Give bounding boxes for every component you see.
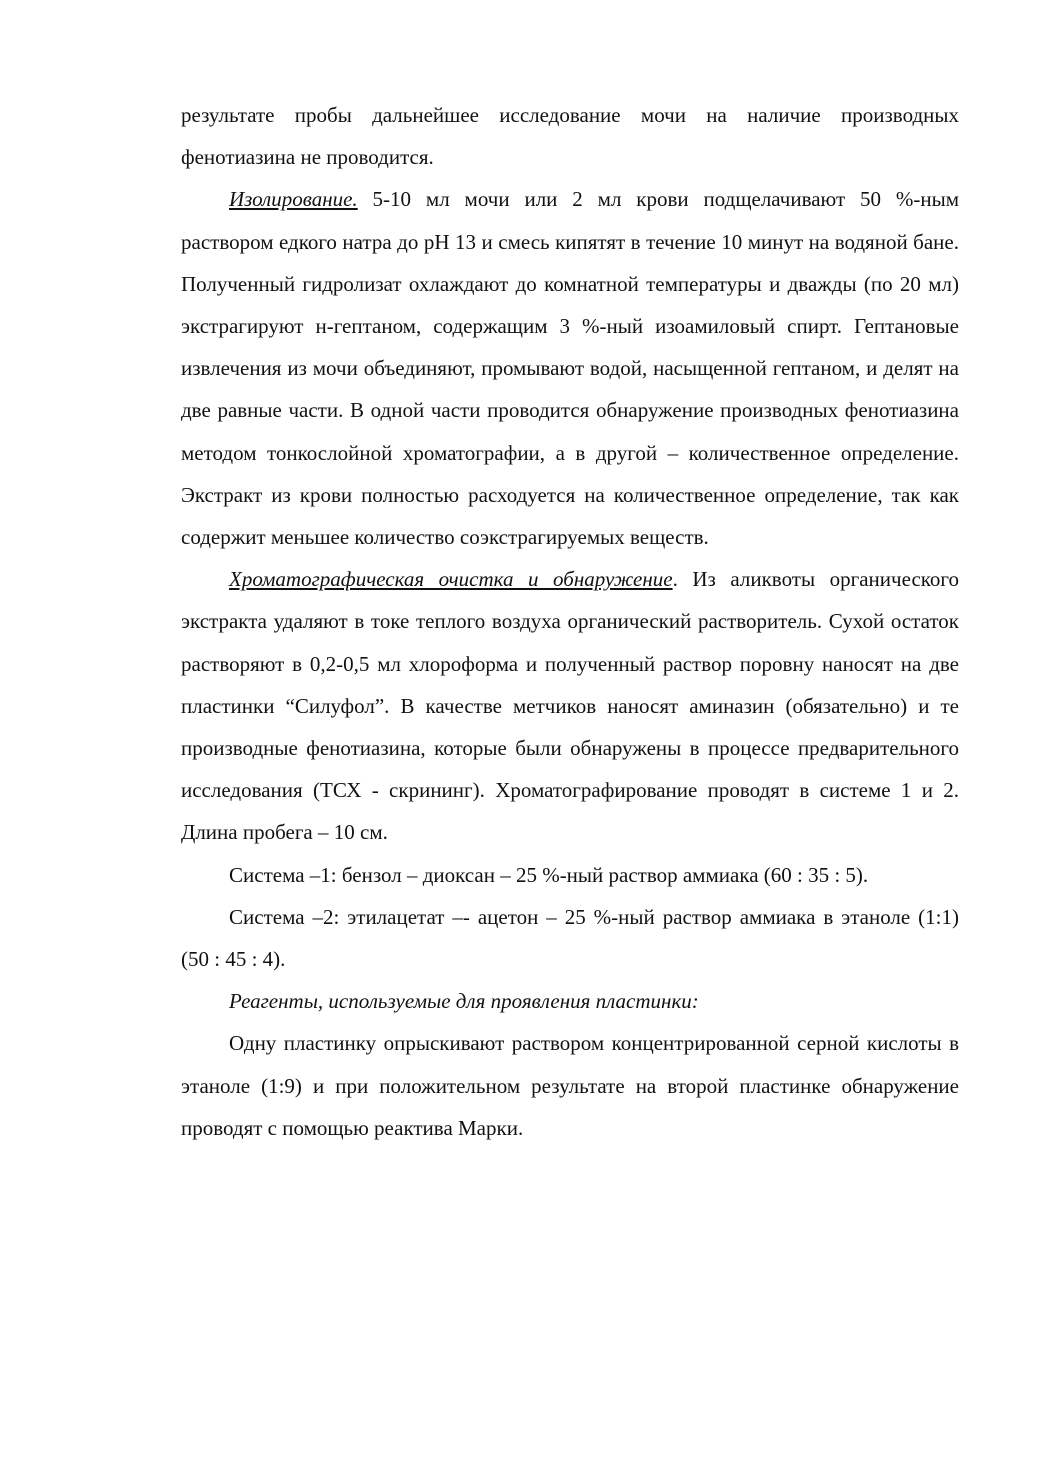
section-heading-isolation: Изолирование. <box>229 187 358 212</box>
document-page <box>181 94 959 1149</box>
section-heading-reagents: Реагенты, используемые для проявления пластинки: <box>229 989 699 1014</box>
paragraph-reagents: Одну пластинку опрыскивают раствором концентрированной серной кислоты в этаноле (1:9) и при положительном результате на второй пластинке обнаружение проводят с помощью реактива Марки. <box>181 1031 959 1140</box>
section-heading-chromatography: Хроматографическая очистка и обнаружение <box>229 567 673 592</box>
paragraph-chromatography-text: . Из аликвоты органического экстракта удаляют в токе теплого воздуха органический растворитель. Сухой остаток растворяют в 0,2-0,5 мл хлороформа и полученный раствор поровну наносят на две пластинки “Силуфол”. В качестве метчиков наносят аминазин (обязательно) и те производные фенотиазина, которые были обнаружены в процессе предварительного исследования (ТСХ - скрининг). Хроматографирование проводят в системе 1 и 2. Длина пробега – 10 см. <box>181 567 959 845</box>
paragraph-isolation <box>181 178 959 558</box>
paragraph-isolation-text: 5-10 мл мочи или 2 мл крови подщелачивают 50 %-ным раствором едкого натра до рН 13 и смесь кипятят в течение 10 минут на водяной бане. Полученный гидролизат охлаждают до комнатной температуры и дважды (по 20 мл) экстрагируют н-гептаном, содержащим 3 %-ный изоамиловый спирт. Гептановые извлечения из мочи объединяют, промывают водой, насыщенной гептаном, и делят на две равные части. В одной части проводится обнаружение производных фенотиазина методом тонкослойной хроматографии, а в другой – количественное определение. Экстракт из крови полностью расходуется на количественное определение, так как содержит меньшее количество соэкстрагируемых веществ. <box>181 187 959 550</box>
paragraph-system-1: Система –1: бензол – диоксан – 25 %-ный раствор аммиака (60 : 35 : 5). <box>229 862 869 887</box>
paragraph-system-2: Система –2: этилацетат –- ацетон – 25 %-ный раствор аммиака в этаноле (1:1) (50 : 45 : 4). <box>181 904 959 972</box>
paragraph-chromatography <box>181 558 959 853</box>
paragraph-continuation: результате пробы дальнейшее исследование мочи на наличие производных фенотиазина не проводится. <box>181 103 959 170</box>
